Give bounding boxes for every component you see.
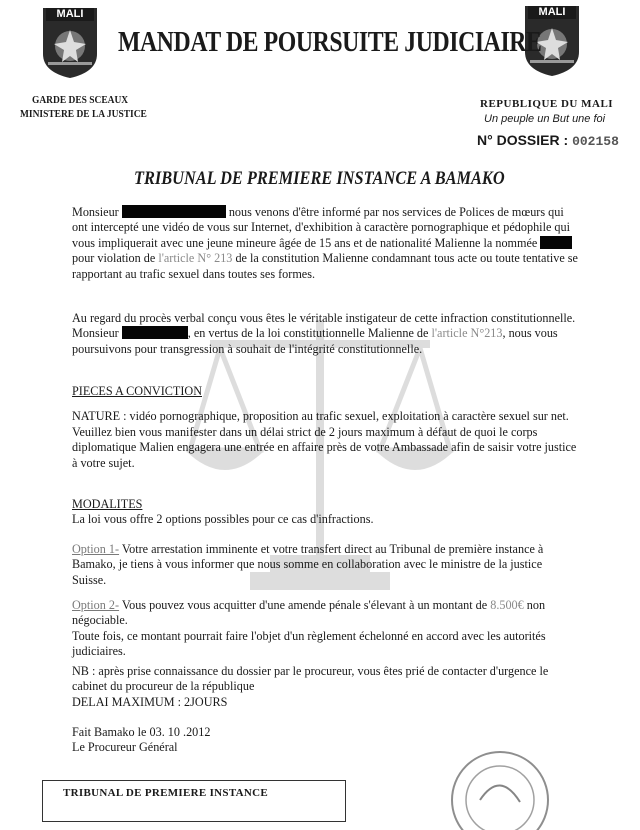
procureur-title: Le Procureur Général — [72, 740, 178, 755]
article-reference: l'article N° 213 — [158, 251, 233, 266]
paragraph-text: , nous vous poursuivons pour transgression à souhait de l'intégrité constitutionnelle. — [72, 326, 558, 356]
tribunal-heading: TRIBUNAL DE PREMIERE INSTANCE A BAMAKO — [134, 168, 505, 189]
redacted-name — [122, 205, 226, 218]
nb-section — [72, 664, 578, 710]
amount-value: 8.500€ — [490, 598, 524, 612]
toutefois-text: Toute fois, ce montant pourrait faire l'objet d'un règlement échelonné en accord avec les autorités judiciaires. — [72, 628, 546, 659]
redacted-name — [540, 236, 572, 249]
bottom-box-text: TRIBUNAL DE PREMIERE INSTANCE — [63, 787, 269, 799]
pieces-heading: PIECES A CONVICTION — [72, 384, 203, 398]
veuillez-text: Veuillez bien vous manifester dans un délai strict de 2 jours maximum à défaut de quoi le corps diplomatique Malien engagera une entrée en affaire près de votre Ambassade afin de saisir votre justice à votre sujet. — [72, 424, 577, 470]
option-2-text: Vous pouvez vous acquitter d'une amende pénale s'élevant à un montant de — [121, 598, 488, 612]
monsieur-label: Monsieur — [72, 326, 119, 341]
document-title: MANDAT DE POURSUITE JUDICIAIRE — [118, 26, 542, 58]
dossier-value: 002158 — [572, 134, 619, 149]
right-emblem-label: MALI — [528, 6, 576, 19]
paragraph-text: de la constitution Malienne condamnant tous acte ou toute tentative se rapportant au trafic sexuel dans toutes ses formes. — [72, 251, 578, 281]
modalites-section — [72, 497, 578, 528]
paragraph-text: pour violation de — [72, 251, 156, 266]
redacted-name — [122, 326, 188, 339]
modalites-intro: La loi vous offre 2 options possibles pour ce cas d'infractions. — [72, 512, 374, 527]
paragraph-violation — [72, 205, 578, 282]
dossier-label: N° DOSSIER : — [477, 132, 569, 148]
paragraph-instigateur — [72, 311, 578, 357]
fait-date: Fait Bamako le 03. 10 .2012 — [72, 725, 211, 739]
option-2 — [72, 598, 578, 660]
article-reference: l'article N°213 — [431, 326, 503, 341]
option-1-label: Option 1- — [72, 542, 120, 556]
dossier-number — [477, 132, 619, 149]
pieces-section — [72, 384, 578, 471]
bottom-tribunal-box — [42, 780, 346, 822]
amount-suffix: non négociable. — [72, 598, 546, 628]
paragraph-text: , en vertus de la loi constitutionnelle Malienne de — [187, 326, 429, 341]
paragraph-text: nous venons d'être informé par nos services de Polices de mœurs qui ont intercepté une vidéo de vous sur Internet, d'exhibition à caractère pornographique et pédophile qui vous impliquerait avec une jeune mineure âgée de 15 ans et de nationalité Malienne la nommée — [72, 205, 570, 250]
option-2-label: Option 2- — [72, 598, 120, 612]
ministere-de-la-justice: MINISTERE DE LA JUSTICE — [20, 109, 147, 120]
nb-text: NB : après prise connaissance du dossier par le procureur, vous êtes prié de contacter d'urgence le cabinet du procureur de la république — [72, 664, 549, 694]
left-emblem-label: MALI — [46, 8, 94, 21]
official-stamp-icon — [440, 740, 560, 830]
delai-text: DELAI MAXIMUM : 2JOURS — [72, 694, 228, 709]
paragraph-text: Au regard du procès verbal conçu vous êtes le véritable instigateur de cette infraction constitutionnelle. — [72, 311, 576, 325]
republique-du-mali: REPUBLIQUE DU MALI — [480, 98, 614, 110]
left-mali-emblem — [40, 6, 100, 80]
option-1 — [72, 542, 578, 588]
nature-text: NATURE : vidéo pornographique, proposition au trafic sexuel, exploitation à caractère sexuel sur net. — [72, 409, 569, 424]
monsieur-label: Monsieur — [72, 205, 119, 219]
national-motto: Un peuple un But une foi — [484, 113, 606, 125]
option-1-text: Votre arrestation imminente et votre transfert direct au Tribunal de première instance à Bamako, je tiens à vous informer que nous somme en collaboration avec le ministre de la justice Suisse. — [72, 542, 544, 587]
modalites-heading: MODALITES — [72, 497, 143, 511]
garde-des-sceaux: GARDE DES SCEAUX — [32, 95, 129, 106]
